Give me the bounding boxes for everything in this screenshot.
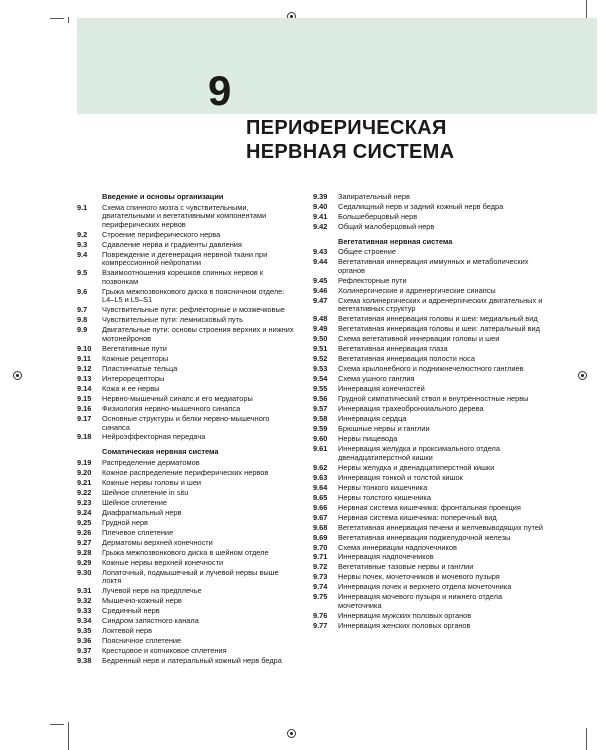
toc-entry [313, 415, 543, 424]
toc-entry-number: 9.22 [77, 487, 92, 497]
toc-entry [313, 514, 543, 523]
toc-entry [77, 385, 297, 394]
toc-entry-title: Сдавление нерва и градиенты давления [102, 239, 242, 249]
toc-entry-title: Иннервация тонкой и толстой кишок [338, 472, 463, 482]
toc-entry-number: 9.23 [77, 497, 92, 507]
toc-entry [313, 277, 543, 286]
toc-entry-title: Иннервация надпочечников [338, 552, 434, 562]
toc-entry-number: 9.77 [313, 620, 328, 630]
toc-entry-title: Бедренный нерв и латеральный кожный нерв бедра [102, 655, 282, 665]
toc-entry [77, 559, 297, 568]
toc-entry [77, 375, 297, 384]
toc-entry [77, 365, 297, 374]
toc-entry [77, 204, 297, 230]
toc-entry-title: Иннервация трахеобронхиального дерева [338, 404, 484, 414]
toc-entry-title: Шейное сплетение in situ [102, 487, 189, 497]
registration-mark-bottom [287, 729, 296, 738]
toc-entry [313, 248, 543, 257]
toc-entry [77, 489, 297, 498]
toc-entry-number: 9.6 [77, 286, 88, 296]
toc-entry [77, 657, 297, 666]
toc-entry [313, 258, 543, 275]
toc-entry-number: 9.17 [77, 413, 92, 423]
toc-entry-number: 9.19 [77, 457, 92, 467]
toc-entry-title: Локтевой нерв [102, 626, 153, 636]
toc-entry-number: 9.44 [313, 257, 328, 267]
toc-entry-number: 9.47 [313, 295, 328, 305]
toc-entry [77, 326, 297, 343]
toc-entry-title: Интерорецепторы [102, 373, 165, 383]
toc-entry [313, 375, 543, 384]
toc-entry-number: 9.53 [313, 364, 328, 374]
toc-entry-title: Грудной нерв [102, 517, 148, 527]
toc-entry-number: 9.9 [77, 325, 88, 335]
toc-entry-title: Запирательный нерв [338, 192, 410, 201]
toc-entry-number: 9.64 [313, 482, 328, 492]
toc-entry [313, 445, 543, 462]
toc-entry-title: Крестцовое и копчиковое сплетения [102, 645, 227, 655]
toc-entry-title: Нервы желудка и двенадцатиперстной кишки [338, 462, 495, 472]
toc-entry [77, 345, 297, 354]
toc-entry-number: 9.58 [313, 414, 328, 424]
toc-entry-title: Повреждение и дегенерация нервной ткани при компрессионной нейропатии [102, 249, 268, 268]
toc-entry-title: Иннервация конечностей [338, 384, 425, 394]
toc-entry [77, 433, 297, 442]
toc-entry-number: 9.69 [313, 532, 328, 542]
chapter-banner [77, 18, 597, 114]
toc-entry [77, 251, 297, 268]
toc-entry-title: Распределение дерматомов [102, 457, 200, 467]
toc-entry-title: Грыжа межпозвонкового диска в поясничном отделе: L4–L5 и L5–S1 [102, 286, 285, 305]
trim-line-bottom-horizontal [50, 724, 64, 725]
toc-entry-number: 9.16 [77, 403, 92, 413]
toc-entry [77, 395, 297, 404]
toc-entry-title: Вегетативная иннервация головы и шеи: медиальный вид [338, 314, 538, 324]
toc-entry-title: Нервная система кишечника: поперечный вид [338, 512, 497, 522]
toc-entry-title: Схема крылонебного и поднижнечелюстного ганглиев [338, 364, 524, 374]
toc-entry [313, 385, 543, 394]
toc-entry-number: 9.11 [77, 354, 91, 363]
toc-entry [77, 529, 297, 538]
registration-mark-right [578, 371, 587, 380]
trim-line-bottom [68, 722, 69, 750]
toc-entry [77, 288, 297, 305]
toc-entry-number: 9.38 [77, 655, 92, 665]
toc-entry-title: Вегетативная иннервация печени и желчевыводящих путей [338, 522, 543, 532]
toc-entry-title: Кожа и ее нервы [102, 383, 160, 393]
toc-entry-number: 9.37 [77, 645, 92, 655]
toc-entry-number: 9.24 [77, 507, 92, 517]
toc-entry-number: 9.10 [77, 344, 92, 354]
toc-entry-title: Строение периферического нерва [102, 229, 221, 239]
toc-entry [313, 203, 543, 212]
toc-entry-number: 9.8 [77, 315, 88, 325]
toc-entry-number: 9.33 [77, 606, 92, 616]
chapter-title-line-2: НЕРВНАЯ СИСТЕМА [246, 141, 455, 163]
toc-entry-number: 9.76 [313, 611, 328, 620]
toc-entry [313, 213, 543, 222]
toc-entry-title: Иннервация желудка и проксимального отдела двенадцатиперстной кишки [338, 444, 500, 462]
toc-entry-title: Взаимоотношения корешков спинных нервов к позвонкам [102, 268, 264, 286]
toc-entry-number: 9.20 [77, 467, 92, 477]
toc-entry-title: Холинергические и адренергические синапсы [338, 285, 496, 295]
toc-entry-number: 9.39 [313, 192, 328, 201]
toc-entry-title: Лопаточный, подмышечный и лучевой нервы выше локтя [102, 567, 279, 586]
toc-entry-title: Основные структуры и белки нервно-мышечного синапса [102, 413, 270, 432]
toc-entry-title: Синдром запястного канала [102, 616, 199, 626]
toc-entry-number: 9.4 [77, 249, 88, 259]
toc-entry [313, 484, 543, 493]
toc-entry [313, 544, 543, 553]
toc-entry-title: Пластинчатые тельца [102, 363, 178, 373]
toc-entry-number: 9.40 [313, 201, 328, 211]
chapter-number: 9 [208, 67, 232, 114]
toc-entry-number: 9.43 [313, 247, 328, 257]
toc-entry-title: Нервы почек, мочеточников и мочевого пузыря [338, 572, 500, 582]
toc-entry-number: 9.32 [77, 596, 92, 606]
toc-entry-title: Рефлекторные пути [338, 275, 407, 285]
toc-entry [313, 395, 543, 404]
toc-entry-number: 9.21 [77, 477, 92, 487]
toc-entry-title: Иннервация сердца [338, 414, 407, 424]
toc-entry-number: 9.35 [77, 626, 92, 636]
trim-line-bottom-right [586, 728, 587, 750]
section-heading: Вегетативная нервная система [338, 236, 453, 246]
toc-entry-title: Схема вегетативной иннервации головы и шеи [338, 334, 500, 344]
toc-entry-title: Вегетативная иннервация глаза [338, 344, 448, 354]
toc-entry-number: 9.54 [313, 374, 328, 384]
chapter-title [246, 116, 454, 164]
toc-entry-title: Кожные нервы головы и шеи [102, 477, 202, 487]
toc-entry-title: Срединный нерв [102, 606, 160, 616]
toc-entry [313, 223, 543, 232]
toc-entry-number: 9.13 [77, 373, 92, 383]
toc-entry [313, 534, 543, 543]
toc-entry [77, 637, 297, 646]
toc-entry-title: Мышечно-кожный нерв [102, 596, 182, 606]
toc-entry [77, 355, 297, 364]
toc-entry [313, 193, 543, 202]
toc-entry-number: 9.2 [77, 229, 88, 239]
toc-entry-number: 9.72 [313, 562, 328, 572]
toc-entry-number: 9.74 [313, 582, 328, 592]
toc-entry [313, 573, 543, 582]
toc-entry [313, 553, 543, 562]
toc-entry-title: Вегетативная иннервация полости носа [338, 354, 475, 364]
toc-entry [313, 365, 543, 374]
toc-entry-number: 9.5 [77, 268, 88, 278]
toc-entry-number: 9.28 [77, 547, 92, 557]
toc-entry [313, 494, 543, 503]
toc-entry-number: 9.41 [313, 211, 328, 221]
trim-line-top-horizontal [50, 18, 64, 19]
toc-entry-number: 9.12 [77, 363, 92, 373]
toc-entry-title: Нервы пищевода [338, 434, 398, 444]
toc-entry-title: Нервная система кишечника: фронтальная проекция [338, 502, 521, 512]
toc-entry-number: 9.51 [313, 344, 328, 354]
trim-line-top-right [586, 0, 587, 20]
toc-entry-title: Кожное распределение периферических нервов [102, 467, 269, 477]
toc-entry-number: 9.61 [313, 444, 328, 454]
toc-entry-title: Грыжа межпозвонкового диска в шейном отделе [102, 547, 269, 557]
toc-entry-title: Большеберцовый нерв [338, 211, 418, 221]
toc-entry [77, 647, 297, 656]
toc-entry-title: Поясничное сплетение [102, 636, 182, 645]
toc-entry [313, 504, 543, 513]
toc-entry-number: 9.14 [77, 383, 92, 393]
toc-entry [77, 569, 297, 586]
toc-entry [313, 464, 543, 473]
toc-entry-title: Вегетативная иннервация головы и шеи: латеральный вид [338, 324, 540, 334]
toc-entry-number: 9.59 [313, 424, 328, 434]
toc-left-column [77, 193, 297, 667]
toc-entry-title: Чувствительные пути: рефлекторные и мозжечковые [102, 305, 285, 315]
toc-entry-title: Брюшные нервы и ганглии [338, 424, 430, 434]
toc-entry-number: 9.52 [313, 354, 328, 364]
toc-entry-title: Вегетативные тазовые нервы и ганглии [338, 562, 474, 572]
toc-entry-number: 9.50 [313, 334, 328, 344]
toc-entry-title: Нервы толстого кишечника [338, 492, 431, 502]
toc-entry-number: 9.62 [313, 462, 328, 472]
toc-entry-title: Плечевое сплетение [102, 527, 174, 537]
registration-mark-left [13, 371, 22, 380]
toc-entry-number: 9.25 [77, 517, 92, 527]
toc-entry [313, 355, 543, 364]
toc-entry [77, 306, 297, 315]
toc-entry-number: 9.57 [313, 404, 328, 414]
toc-entry [313, 345, 543, 354]
toc-entry-number: 9.34 [77, 616, 92, 626]
toc-entry [77, 587, 297, 596]
toc-entry [77, 405, 297, 414]
toc-entry-number: 9.66 [313, 502, 328, 512]
toc-entry-number: 9.68 [313, 522, 328, 532]
toc-entry-title: Вегетативные пути [102, 344, 167, 354]
toc-entry-number: 9.27 [77, 537, 92, 547]
toc-entry-title: Вегетативная иннервация поджелудочной железы [338, 532, 511, 542]
toc-entry-title: Вегетативная иннервация иммунных и метаболических органов [338, 257, 529, 275]
toc-entry [77, 519, 297, 528]
toc-entry-number: 9.75 [313, 592, 328, 602]
toc-entry-title: Схема спинного мозга с чувствительными, двигательными и вегетативными компонентами периферических нервов [102, 202, 267, 229]
section-heading: Введение и основы организации [102, 192, 224, 201]
toc-entry-title: Нервно-мышечный синапс и его медиаторы [102, 393, 253, 403]
toc-entry-title: Иннервация мочевого пузыря и нижнего отдела мочеточника [338, 592, 503, 611]
toc-entry-title: Нервы тонкого кишечника [338, 482, 428, 492]
toc-entry [77, 241, 297, 250]
toc-entry-title: Иннервация мужских половых органов [338, 611, 472, 620]
toc-entry-title: Кожные рецепторы [102, 354, 169, 363]
toc-entry-title: Лучевой нерв на предплечье [102, 586, 202, 596]
toc-entry-title: Дерматомы верхней конечности [102, 537, 213, 547]
toc-entry [77, 627, 297, 636]
toc-entry [313, 622, 543, 631]
toc-entry [77, 479, 297, 488]
toc-entry-title: Седалищный нерв и задний кожный нерв бедра [338, 201, 504, 211]
toc-entry [313, 315, 543, 324]
toc-entry-number: 9.3 [77, 239, 88, 249]
toc-entry-number: 9.15 [77, 393, 92, 403]
section-heading: Соматическая нервная система [102, 447, 219, 457]
toc-entry-number: 9.31 [77, 586, 92, 596]
toc-entry [313, 563, 543, 572]
toc-entry [313, 593, 543, 610]
toc-entry-title: Чувствительные пути: лемнисковый путь [102, 315, 243, 325]
toc-entry-number: 9.56 [313, 394, 328, 404]
toc-entry [77, 459, 297, 468]
toc-entry [313, 335, 543, 344]
toc-entry [77, 549, 297, 558]
toc-entry [77, 607, 297, 616]
toc-entry [77, 509, 297, 518]
toc-entry-title: Схема ушного ганглия [338, 374, 415, 384]
toc-entry-number: 9.18 [77, 432, 92, 442]
toc-entry [77, 231, 297, 240]
toc-right-column [313, 193, 543, 632]
toc-entry [313, 425, 543, 434]
toc-entry-number: 9.67 [313, 512, 328, 522]
toc-entry-number: 9.29 [77, 557, 92, 567]
toc-entry-number: 9.55 [313, 384, 328, 394]
toc-entry-number: 9.71 [313, 552, 328, 562]
toc-entry [77, 415, 297, 432]
toc-entry-number: 9.73 [313, 572, 328, 582]
toc-entry-title: Физиология нервно-мышечного синапса [102, 403, 241, 413]
toc-entry [77, 499, 297, 508]
toc-entry-number: 9.63 [313, 472, 328, 482]
toc-entry [77, 469, 297, 478]
toc-entry-number: 9.7 [77, 305, 88, 315]
toc-entry-number: 9.42 [313, 221, 328, 231]
toc-entry-title: Иннервация почек и верхнего отдела мочеточника [338, 582, 512, 592]
toc-entry-number: 9.46 [313, 285, 328, 295]
toc-entry-title: Общий малоберцовый нерв [338, 221, 435, 231]
toc-entry [77, 269, 297, 286]
toc-entry-number: 9.26 [77, 527, 92, 537]
toc-entry-title: Диафрагмальный нерв [102, 507, 182, 517]
toc-entry [313, 287, 543, 296]
toc-entry [77, 617, 297, 626]
toc-entry-title: Иннервация женских половых органов [338, 620, 471, 630]
toc-entry [313, 583, 543, 592]
toc-entry-number: 9.65 [313, 492, 328, 502]
toc-entry-number: 9.48 [313, 314, 328, 324]
toc-entry-number: 9.45 [313, 275, 328, 285]
toc-entry [313, 297, 543, 314]
toc-entry [313, 612, 543, 621]
toc-entry-title: Схема холинергических и адренергических двигательных и вегетативных структур [338, 295, 543, 314]
trim-line-top [68, 17, 69, 23]
toc-entry-number: 9.49 [313, 324, 328, 334]
toc-entry [77, 316, 297, 325]
chapter-title-line-1: ПЕРИФЕРИЧЕСКАЯ [246, 117, 447, 139]
toc-entry-title: Двигательные пути: основы строения верхних и нижних мотонейронов [102, 325, 294, 344]
toc-entry-title: Схема иннервации надпочечников [338, 542, 457, 552]
toc-entry [313, 405, 543, 414]
toc-entry-title: Шейное сплетение [102, 497, 167, 507]
toc-entry [77, 539, 297, 548]
toc-entry-number: 9.70 [313, 542, 328, 552]
toc-entry [313, 435, 543, 444]
toc-entry-title: Нейроэффекторная передача [102, 432, 206, 442]
toc-entry [313, 325, 543, 334]
toc-entry-number: 9.1 [77, 202, 88, 212]
toc-entry [77, 597, 297, 606]
toc-entry-number: 9.60 [313, 434, 328, 444]
toc-entry-title: Кожные нервы верхней конечности [102, 557, 224, 567]
toc-entry-number: 9.30 [77, 567, 92, 577]
toc-entry [313, 474, 543, 483]
toc-entry-title: Грудной симпатический ствол и внутренностные нервы [338, 394, 529, 404]
toc-entry-number: 9.36 [77, 636, 92, 645]
toc-entry [313, 524, 543, 533]
toc-entry-title: Общее строение [338, 247, 396, 257]
